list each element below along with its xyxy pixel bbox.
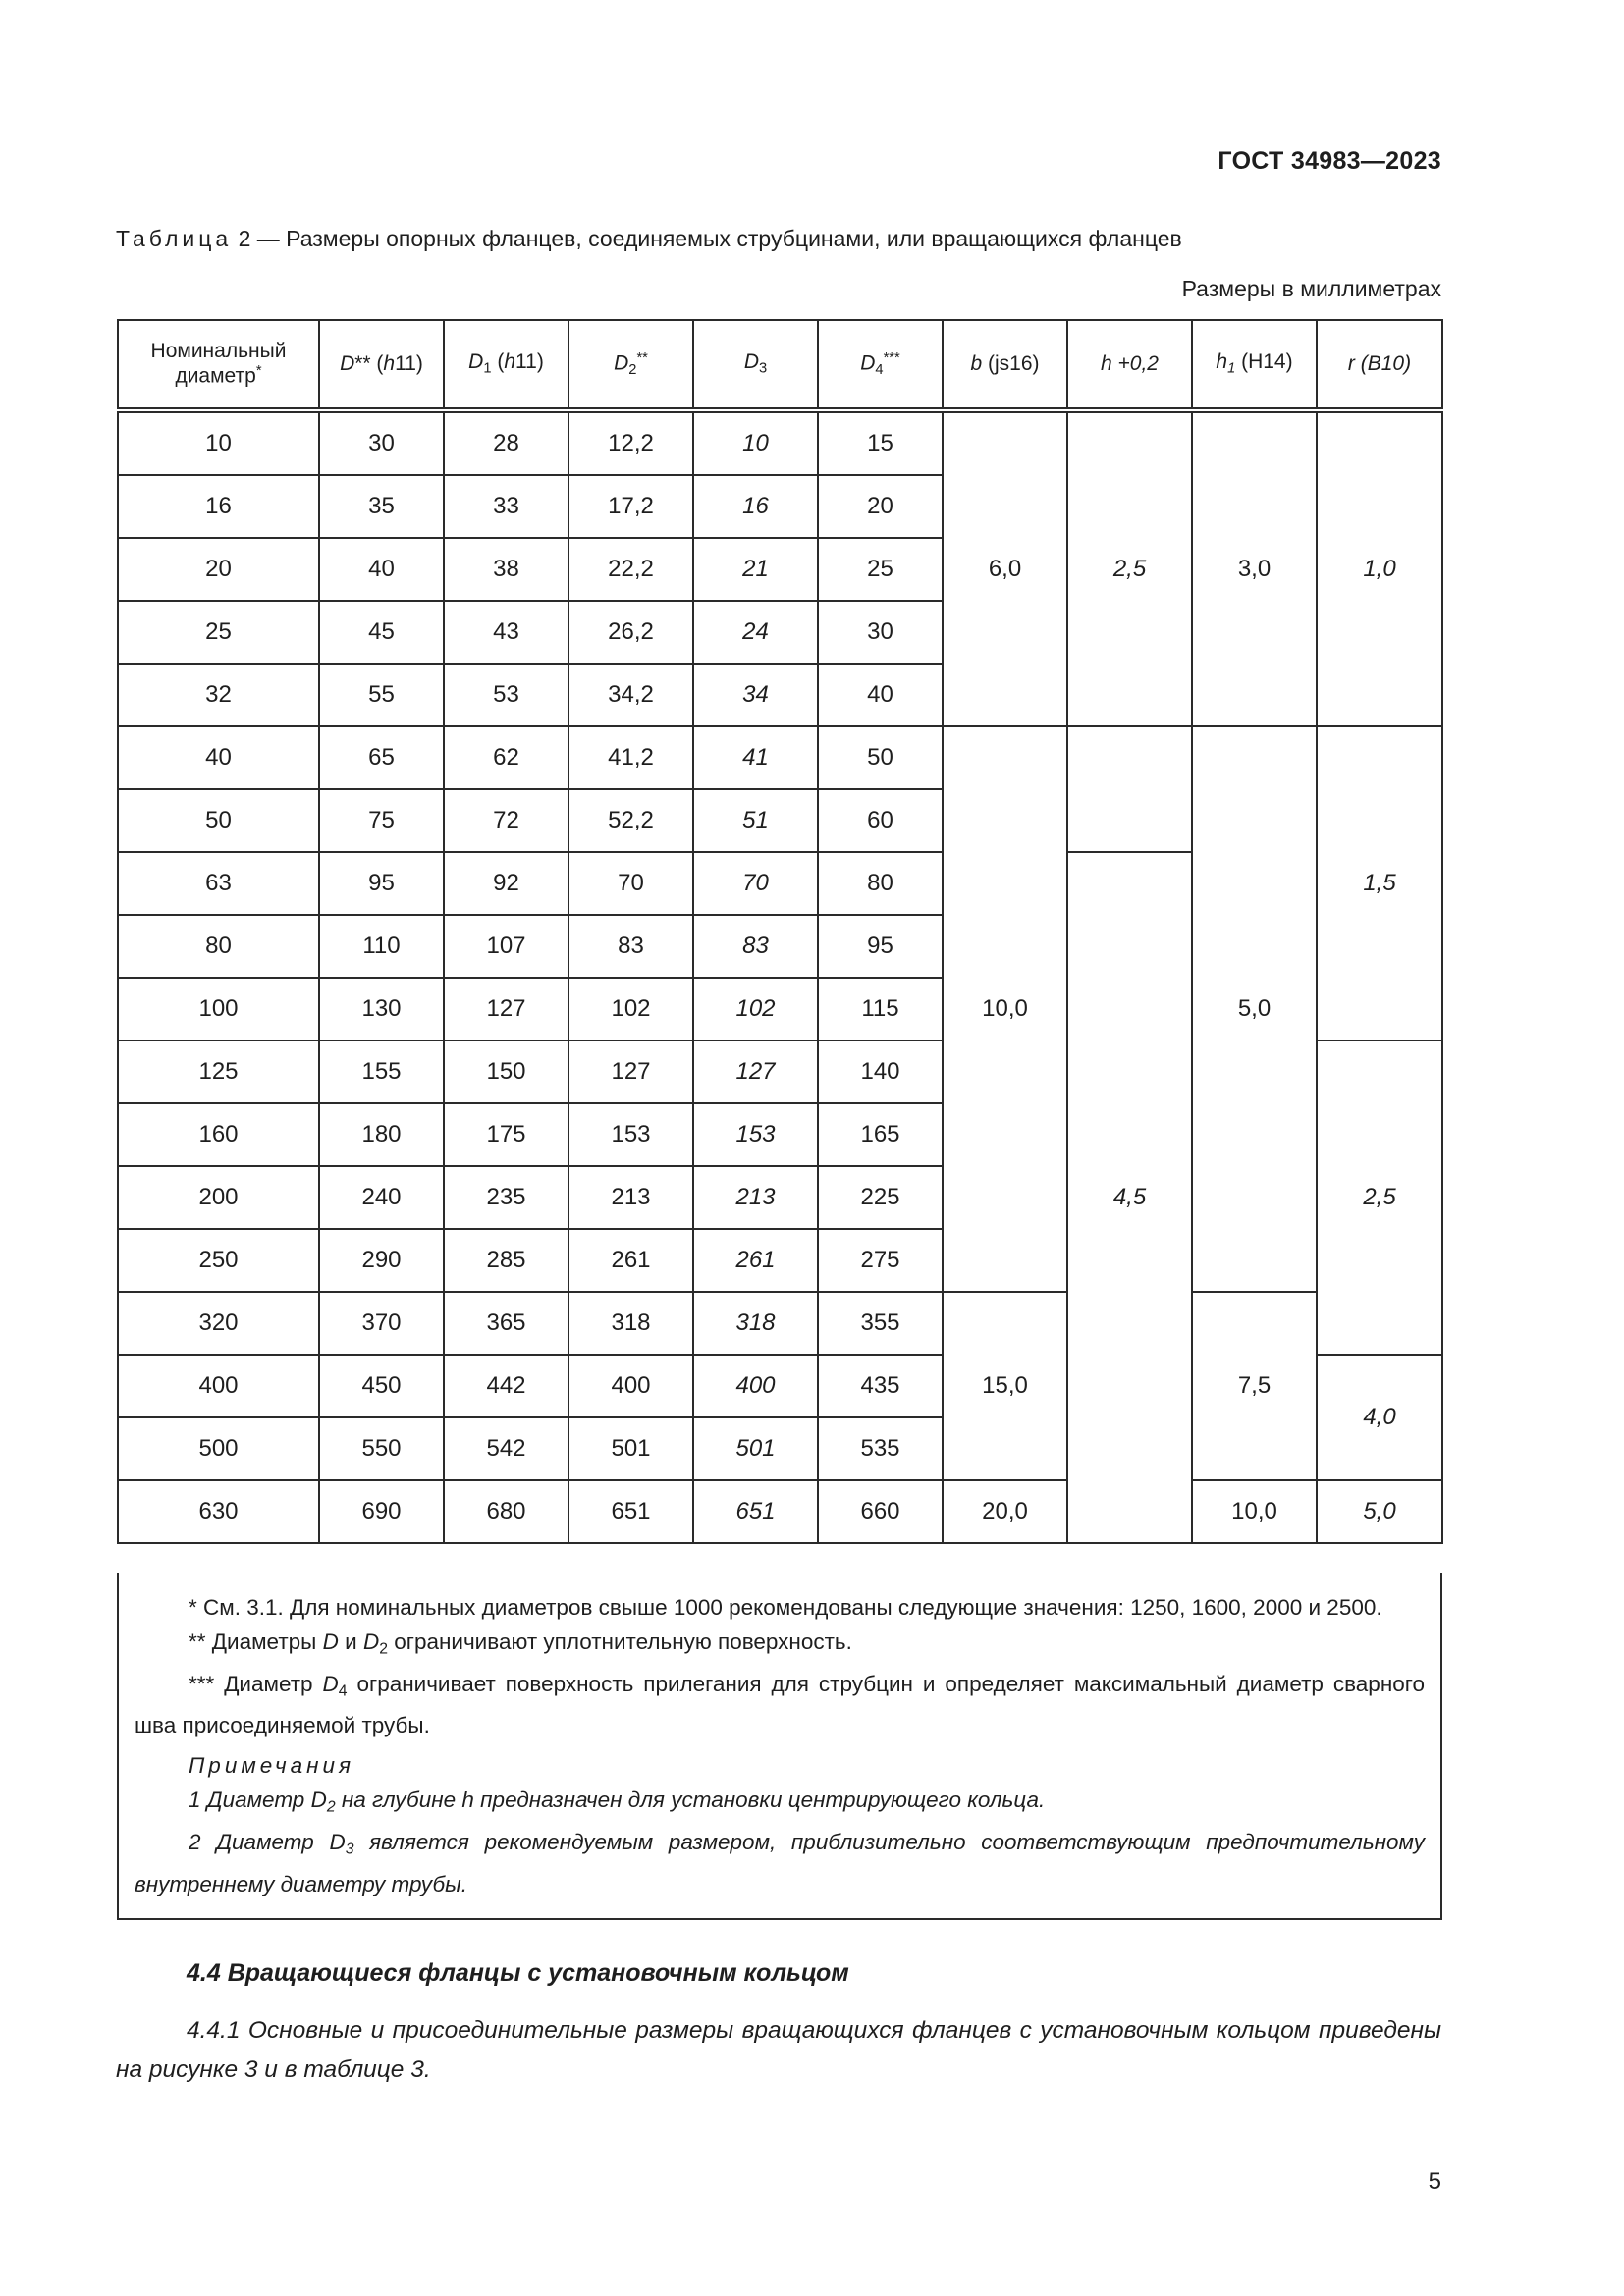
cell-D1: 33 [444, 475, 568, 538]
cell-D4: 20 [818, 475, 943, 538]
cell-D4: 355 [818, 1292, 943, 1355]
footnote-2: ** Диаметры D и $D_2$ ограничивают уплотнительную поверхность. [189, 1629, 852, 1658]
cell-nominal-diameter: 160 [118, 1103, 319, 1166]
cell-D3: 153 [693, 1103, 818, 1166]
cell-D1: 127 [444, 978, 568, 1041]
cell-D1: 38 [444, 538, 568, 601]
table-footnotes [117, 1573, 1442, 1920]
cell-D: 290 [319, 1229, 444, 1292]
cell-D4: 225 [818, 1166, 943, 1229]
cell-r: 5,0 [1317, 1480, 1442, 1543]
cell-D1: 28 [444, 410, 568, 475]
cell-D: 690 [319, 1480, 444, 1543]
cell-D2: 153 [568, 1103, 693, 1166]
cell-D3: 127 [693, 1041, 818, 1103]
cell-nominal-diameter: 320 [118, 1292, 319, 1355]
cell-h1: 3,0 [1192, 410, 1317, 726]
cell-D3: 651 [693, 1480, 818, 1543]
cell-h: 2,5 [1067, 410, 1192, 726]
table-header-row [118, 320, 1442, 410]
cell-nominal-diameter: 40 [118, 726, 319, 789]
cell-D4: 50 [818, 726, 943, 789]
cell-D3: 10 [693, 410, 818, 475]
cell-D3: 51 [693, 789, 818, 852]
cell-nominal-diameter: 20 [118, 538, 319, 601]
cell-nominal-diameter: 200 [118, 1166, 319, 1229]
cell-h1: 7,5 [1192, 1292, 1317, 1480]
cell-D4: 435 [818, 1355, 943, 1417]
cell-D: 35 [319, 475, 444, 538]
cell-D2: 127 [568, 1041, 693, 1103]
cell-D3: 400 [693, 1355, 818, 1417]
col-header-r: r (B10) [1317, 320, 1442, 410]
col-header-h: h +0,2 [1067, 320, 1192, 410]
cell-D1: 365 [444, 1292, 568, 1355]
cell-D2: 318 [568, 1292, 693, 1355]
cell-D: 370 [319, 1292, 444, 1355]
cell-D3: 41 [693, 726, 818, 789]
flange-dimensions-table [117, 319, 1443, 1544]
cell-nominal-diameter: 10 [118, 410, 319, 475]
table-row [118, 1292, 1442, 1355]
cell-D2: 83 [568, 915, 693, 978]
cell-D1: 43 [444, 601, 568, 664]
cell-r: 1,5 [1317, 726, 1442, 1041]
cell-D1: 442 [444, 1355, 568, 1417]
remarks-title: Примечания [189, 1753, 355, 1779]
cell-r: 4,0 [1317, 1355, 1442, 1480]
cell-D: 450 [319, 1355, 444, 1417]
cell-D1: 542 [444, 1417, 568, 1480]
cell-h: 4,5 [1067, 852, 1192, 1543]
cell-b: 10,0 [943, 726, 1067, 1292]
cell-D1: 53 [444, 664, 568, 726]
cell-D2: 501 [568, 1417, 693, 1480]
cell-D: 30 [319, 410, 444, 475]
section-heading: 4.4 Вращающиеся фланцы с установочным кольцом [187, 1959, 849, 1987]
cell-D2: 12,2 [568, 410, 693, 475]
cell-D1: 72 [444, 789, 568, 852]
cell-D4: 80 [818, 852, 943, 915]
cell-D3: 501 [693, 1417, 818, 1480]
cell-D1: 92 [444, 852, 568, 915]
cell-D1: 150 [444, 1041, 568, 1103]
col-header-D3: $D_3$ [693, 320, 818, 410]
cell-D4: 15 [818, 410, 943, 475]
col-header-D2: $D_2^{**}$ [568, 320, 693, 410]
col-header-D4: $D_4^{***}$ [818, 320, 943, 410]
cell-D: 65 [319, 726, 444, 789]
cell-D1: 107 [444, 915, 568, 978]
cell-D1: 235 [444, 1166, 568, 1229]
section-paragraph: 4.4.1 Основные и присоединительные размеры вращающихся фланцев с установочным кольцом приведены на рисунке 3 и в таблице 3. [116, 2017, 1441, 2083]
cell-D4: 115 [818, 978, 943, 1041]
cell-b: 6,0 [943, 410, 1067, 726]
remark-1: 1 Диаметр $D_2$ на глубине h предназначен для установки центрирующего кольца. [189, 1788, 1046, 1817]
cell-D1: 62 [444, 726, 568, 789]
cell-nominal-diameter: 50 [118, 789, 319, 852]
units-note: Размеры в миллиметрах [1181, 276, 1441, 301]
cell-D: 110 [319, 915, 444, 978]
remark-2: 2 Диаметр $D_3$ является рекомендуемым размером, приблизительно соответствующим предпочтительному внутреннему диаметру трубы. [135, 1830, 1425, 1896]
footnote-1: * См. 3.1. Для номинальных диаметров свыше 1000 рекомендованы следующие значения: 1250, 1600, 2000 и 2500. [189, 1595, 1382, 1620]
standard-code: ГОСТ 34983—2023 [1218, 147, 1441, 175]
table-caption-prefix: Таблица [116, 226, 233, 251]
cell-D3: 16 [693, 475, 818, 538]
table-row [118, 410, 1442, 475]
cell-D4: 535 [818, 1417, 943, 1480]
cell-D4: 25 [818, 538, 943, 601]
cell-D2: 70 [568, 852, 693, 915]
cell-D4: 275 [818, 1229, 943, 1292]
cell-D2: 17,2 [568, 475, 693, 538]
cell-D2: 102 [568, 978, 693, 1041]
cell-nominal-diameter: 25 [118, 601, 319, 664]
cell-D4: 660 [818, 1480, 943, 1543]
col-header-b: b (js16) [943, 320, 1067, 410]
table-caption-text: 2 — Размеры опорных фланцев, соединяемых струбцинами, или вращающихся фланцев [238, 226, 1182, 251]
cell-D: 45 [319, 601, 444, 664]
cell-nominal-diameter: 63 [118, 852, 319, 915]
cell-nominal-diameter: 630 [118, 1480, 319, 1543]
cell-D: 180 [319, 1103, 444, 1166]
cell-nominal-diameter: 500 [118, 1417, 319, 1480]
cell-D: 75 [319, 789, 444, 852]
table-caption [116, 226, 1182, 252]
cell-D: 40 [319, 538, 444, 601]
cell-D: 550 [319, 1417, 444, 1480]
cell-nominal-diameter: 80 [118, 915, 319, 978]
cell-nominal-diameter: 125 [118, 1041, 319, 1103]
cell-D4: 140 [818, 1041, 943, 1103]
cell-b: 20,0 [943, 1480, 1067, 1543]
page-number: 5 [1428, 2168, 1441, 2195]
cell-h1: 5,0 [1192, 726, 1317, 1292]
cell-D4: 40 [818, 664, 943, 726]
cell-D: 95 [319, 852, 444, 915]
col-header-nominal-diameter: Номинальный диаметр* [118, 320, 319, 410]
footnote-3: *** Диаметр $D_4$ ограничивает поверхность прилегания для струбцин и определяет максимальный диаметр сварного шва присоединяемой трубы. [135, 1671, 1425, 1738]
col-header-D: D** (h11) [319, 320, 444, 410]
cell-nominal-diameter: 400 [118, 1355, 319, 1417]
cell-D3: 34 [693, 664, 818, 726]
cell-D2: 34,2 [568, 664, 693, 726]
cell-D: 55 [319, 664, 444, 726]
cell-D3: 21 [693, 538, 818, 601]
cell-D1: 680 [444, 1480, 568, 1543]
cell-D2: 41,2 [568, 726, 693, 789]
cell-D4: 60 [818, 789, 943, 852]
cell-D2: 261 [568, 1229, 693, 1292]
cell-D3: 213 [693, 1166, 818, 1229]
cell-D3: 261 [693, 1229, 818, 1292]
cell-D4: 30 [818, 601, 943, 664]
cell-D3: 70 [693, 852, 818, 915]
cell-D: 130 [319, 978, 444, 1041]
cell-h1: 10,0 [1192, 1480, 1317, 1543]
cell-D2: 22,2 [568, 538, 693, 601]
cell-r: 2,5 [1317, 1041, 1442, 1355]
table-row [118, 726, 1442, 789]
cell-D3: 83 [693, 915, 818, 978]
cell-b: 15,0 [943, 1292, 1067, 1480]
cell-D2: 651 [568, 1480, 693, 1543]
col-header-h1: $h_1$ (H14) [1192, 320, 1317, 410]
cell-D2: 26,2 [568, 601, 693, 664]
cell-D4: 165 [818, 1103, 943, 1166]
cell-nominal-diameter: 32 [118, 664, 319, 726]
cell-D: 155 [319, 1041, 444, 1103]
cell-D3: 102 [693, 978, 818, 1041]
cell-D2: 213 [568, 1166, 693, 1229]
cell-D1: 175 [444, 1103, 568, 1166]
cell-h-empty [1067, 726, 1192, 852]
cell-D: 240 [319, 1166, 444, 1229]
cell-r: 1,0 [1317, 410, 1442, 726]
cell-nominal-diameter: 16 [118, 475, 319, 538]
cell-nominal-diameter: 250 [118, 1229, 319, 1292]
cell-nominal-diameter: 100 [118, 978, 319, 1041]
cell-D2: 400 [568, 1355, 693, 1417]
col-header-D1: $D_1$ (h11) [444, 320, 568, 410]
table-row [118, 1480, 1442, 1543]
cell-D3: 24 [693, 601, 818, 664]
cell-D4: 95 [818, 915, 943, 978]
cell-D2: 52,2 [568, 789, 693, 852]
cell-D3: 318 [693, 1292, 818, 1355]
cell-D1: 285 [444, 1229, 568, 1292]
